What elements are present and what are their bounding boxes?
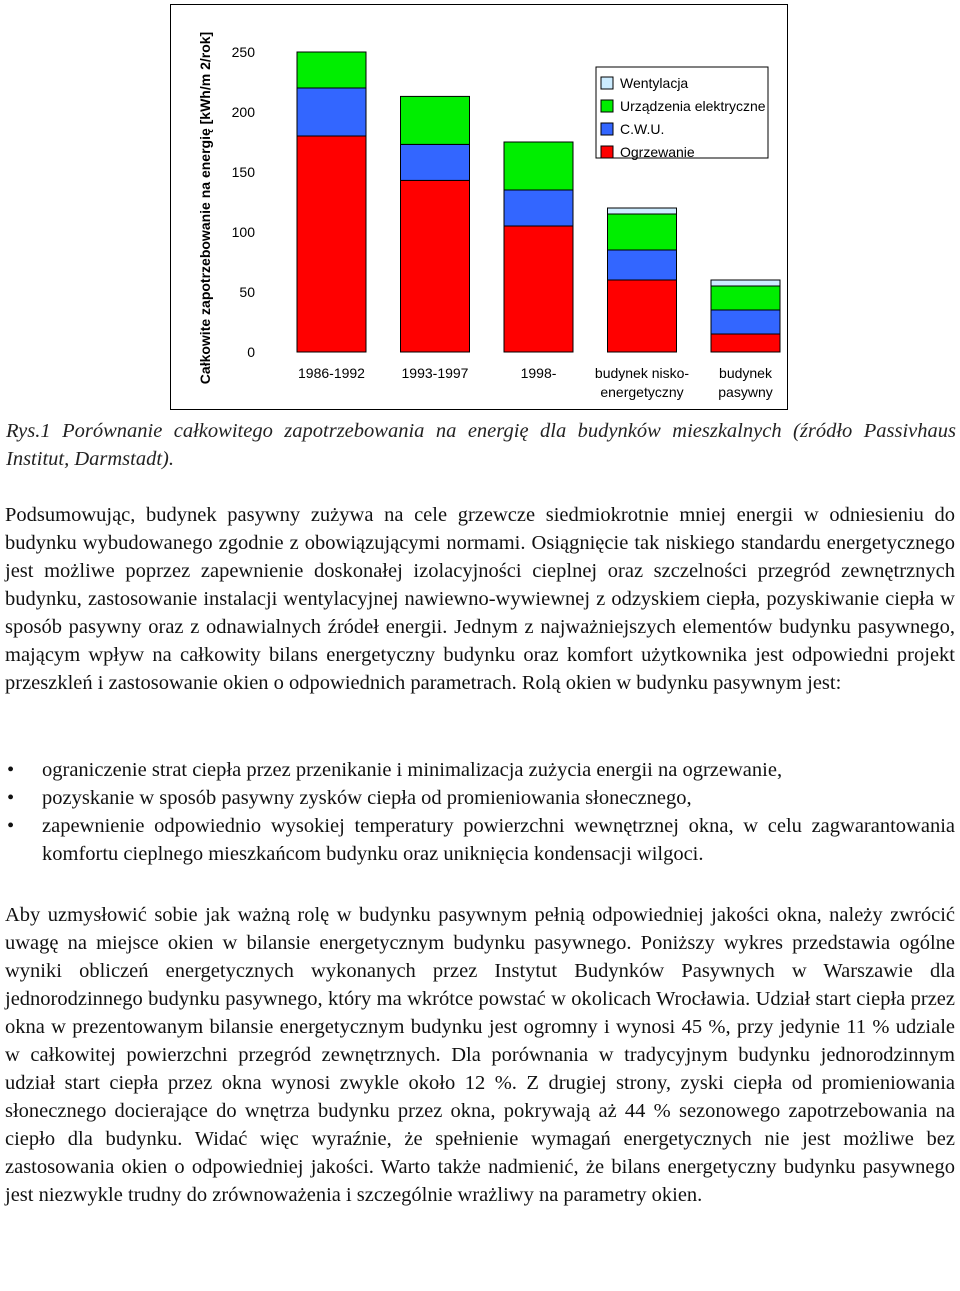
legend-swatch bbox=[601, 77, 613, 89]
x-category-label: 1998- bbox=[520, 365, 557, 381]
bullet-marker: • bbox=[7, 787, 15, 809]
bullet-item-3 bbox=[5, 812, 955, 868]
y-tick-label: 0 bbox=[247, 344, 255, 360]
bar-segment bbox=[401, 180, 470, 352]
bar-segment bbox=[608, 214, 677, 250]
bar-segment bbox=[504, 190, 573, 226]
body-section-1 bbox=[5, 501, 955, 697]
paragraph-2: Aby uzmysłowić sobie jak ważną rolę w budynku pasywnym pełnią odpowiedniej jakości okna, należy zwrócić uwagę na miejsce okien w bilansie energetycznym budynku pasywnego. Poniższy wykres przedstawia ogólne wyniki obliczeń energetycznych wykonanych przez Instytut Budynków Pasywnych w Warszawie dla jednorodzinnego budynku pasywnego, który ma wkrótce powstać w okolicach Wrocławia. Udział start ciepła przez okna w prezentowanym bilansie energetycznym budynku jest ogromny i wynosi 45 %, przy jedynie 11 % udziale w całkowitej powierzchni przegród zewnętrznych. Dla porównania w tradycyjnym budynku jednorodzinnym udział start ciepła przez okna wynosi zwykle około 12 %. Z drugiej strony, zyski ciepła od promieniowania słonecznego docierające do wnętrza budynku przez okna, pokrywają aż 44 % sezonowego zapotrzebowania na ciepło dla budynku. Widać więc wyraźnie, że spełnienie wymagań energetycznych nie jest możliwe bez zastosowania okien o odpowiedniej jakości. Warto także nadmienić, że bilans energetyczny budynku pasywnego jest niezwykle trudny do zrównoważenia i szczególnie wrażliwy na parametry okien. bbox=[5, 904, 955, 1206]
bar-segment bbox=[297, 88, 366, 136]
bar-segment bbox=[401, 144, 470, 180]
bullet-item-2 bbox=[5, 784, 955, 812]
y-tick-label: 100 bbox=[231, 224, 255, 240]
bar-segment bbox=[504, 226, 573, 352]
y-tick-label: 250 bbox=[231, 44, 255, 60]
y-axis-label: Całkowite zapotrzebowanie na energię [kWh/m 2/rok] bbox=[197, 31, 213, 385]
legend-swatch bbox=[601, 123, 613, 135]
bar-segment bbox=[297, 136, 366, 352]
stacked-bar-chart bbox=[171, 5, 786, 408]
y-tick-label: 150 bbox=[231, 164, 255, 180]
paragraph-1: Podsumowując, budynek pasywny zużywa na cele grzewcze siedmiokrotnie mniej energii w odniesieniu do budynku wybudowanego zgodnie z obowiązującymi normami. Osiągnięcie tak niskiego standardu energetycznego jest możliwe poprzez zapewnienie doskonałej izolacyjności cieplnej oraz szczelności przegród zewnętrznych budynku, zastosowanie instalacji wentylacyjnej nawiewno-wywiewnej z odzyskiem ciepła, pozyskiwanie ciepła w sposób pasywny oraz z odnawialnych źródeł energii. Jednym z najważniejszych elementów budynku pasywnego, mającym wpływ na całkowity bilans energetyczny budynku oraz komfort użytkownika jest odpowiedni projekt przeszkleń i zastosowanie okien o odpowiednich parametrach. Rolą okien w budynku pasywnym jest: bbox=[5, 504, 955, 694]
x-category-label: 1993-1997 bbox=[401, 365, 469, 381]
bar-segment bbox=[711, 334, 780, 352]
y-tick-label: 200 bbox=[231, 104, 255, 120]
x-category-label: 1986-1992 bbox=[298, 365, 365, 381]
legend-label: C.W.U. bbox=[620, 121, 665, 137]
bullet-item-1 bbox=[5, 756, 955, 784]
bullet-text: zapewnienie odpowiednio wysokiej temperatury powierzchni wewnętrznej okna, w celu zagwarantowania komfortu cieplnego mieszkańcom budynku oraz uniknięcia kondensacji wilgoci. bbox=[42, 815, 955, 865]
bar-segment bbox=[401, 96, 470, 144]
bullet-marker: • bbox=[7, 815, 15, 837]
legend-swatch bbox=[601, 146, 613, 158]
legend-swatch bbox=[601, 100, 613, 112]
bullet-marker: • bbox=[7, 759, 15, 781]
figure-caption: Rys.1 Porównanie całkowitego zapotrzebowania na energię dla budynków mieszkalnych (źródło Passivhaus Institut, Darmstadt). bbox=[6, 420, 956, 470]
body-section-2 bbox=[5, 901, 955, 1209]
legend-label: Ogrzewanie bbox=[620, 144, 695, 160]
legend-label: Urządzenia elektryczne bbox=[620, 98, 766, 114]
bar-segment bbox=[297, 52, 366, 88]
bar-segment bbox=[711, 310, 780, 334]
chart-frame bbox=[170, 4, 788, 410]
x-category-label: budynek bbox=[719, 365, 772, 381]
bullet-text: pozyskanie w sposób pasywny zysków ciepła od promieniowania słonecznego, bbox=[42, 787, 692, 809]
bar-segment bbox=[608, 280, 677, 352]
x-category-label: energetyczny bbox=[600, 384, 684, 400]
bullet-text: ograniczenie strat ciepła przez przenikanie i minimalizacja zużycia energii na ogrzewanie, bbox=[42, 759, 783, 781]
bar-segment bbox=[711, 280, 780, 286]
y-tick-label: 50 bbox=[239, 284, 255, 300]
bar-segment bbox=[504, 142, 573, 190]
bar-segment bbox=[608, 250, 677, 280]
x-category-label: pasywny bbox=[718, 384, 773, 400]
bar-segment bbox=[608, 208, 677, 214]
bar-segment bbox=[711, 286, 780, 310]
legend-label: Wentylacja bbox=[620, 75, 689, 91]
bullet-list bbox=[5, 756, 955, 868]
x-category-label: budynek nisko- bbox=[594, 365, 690, 381]
